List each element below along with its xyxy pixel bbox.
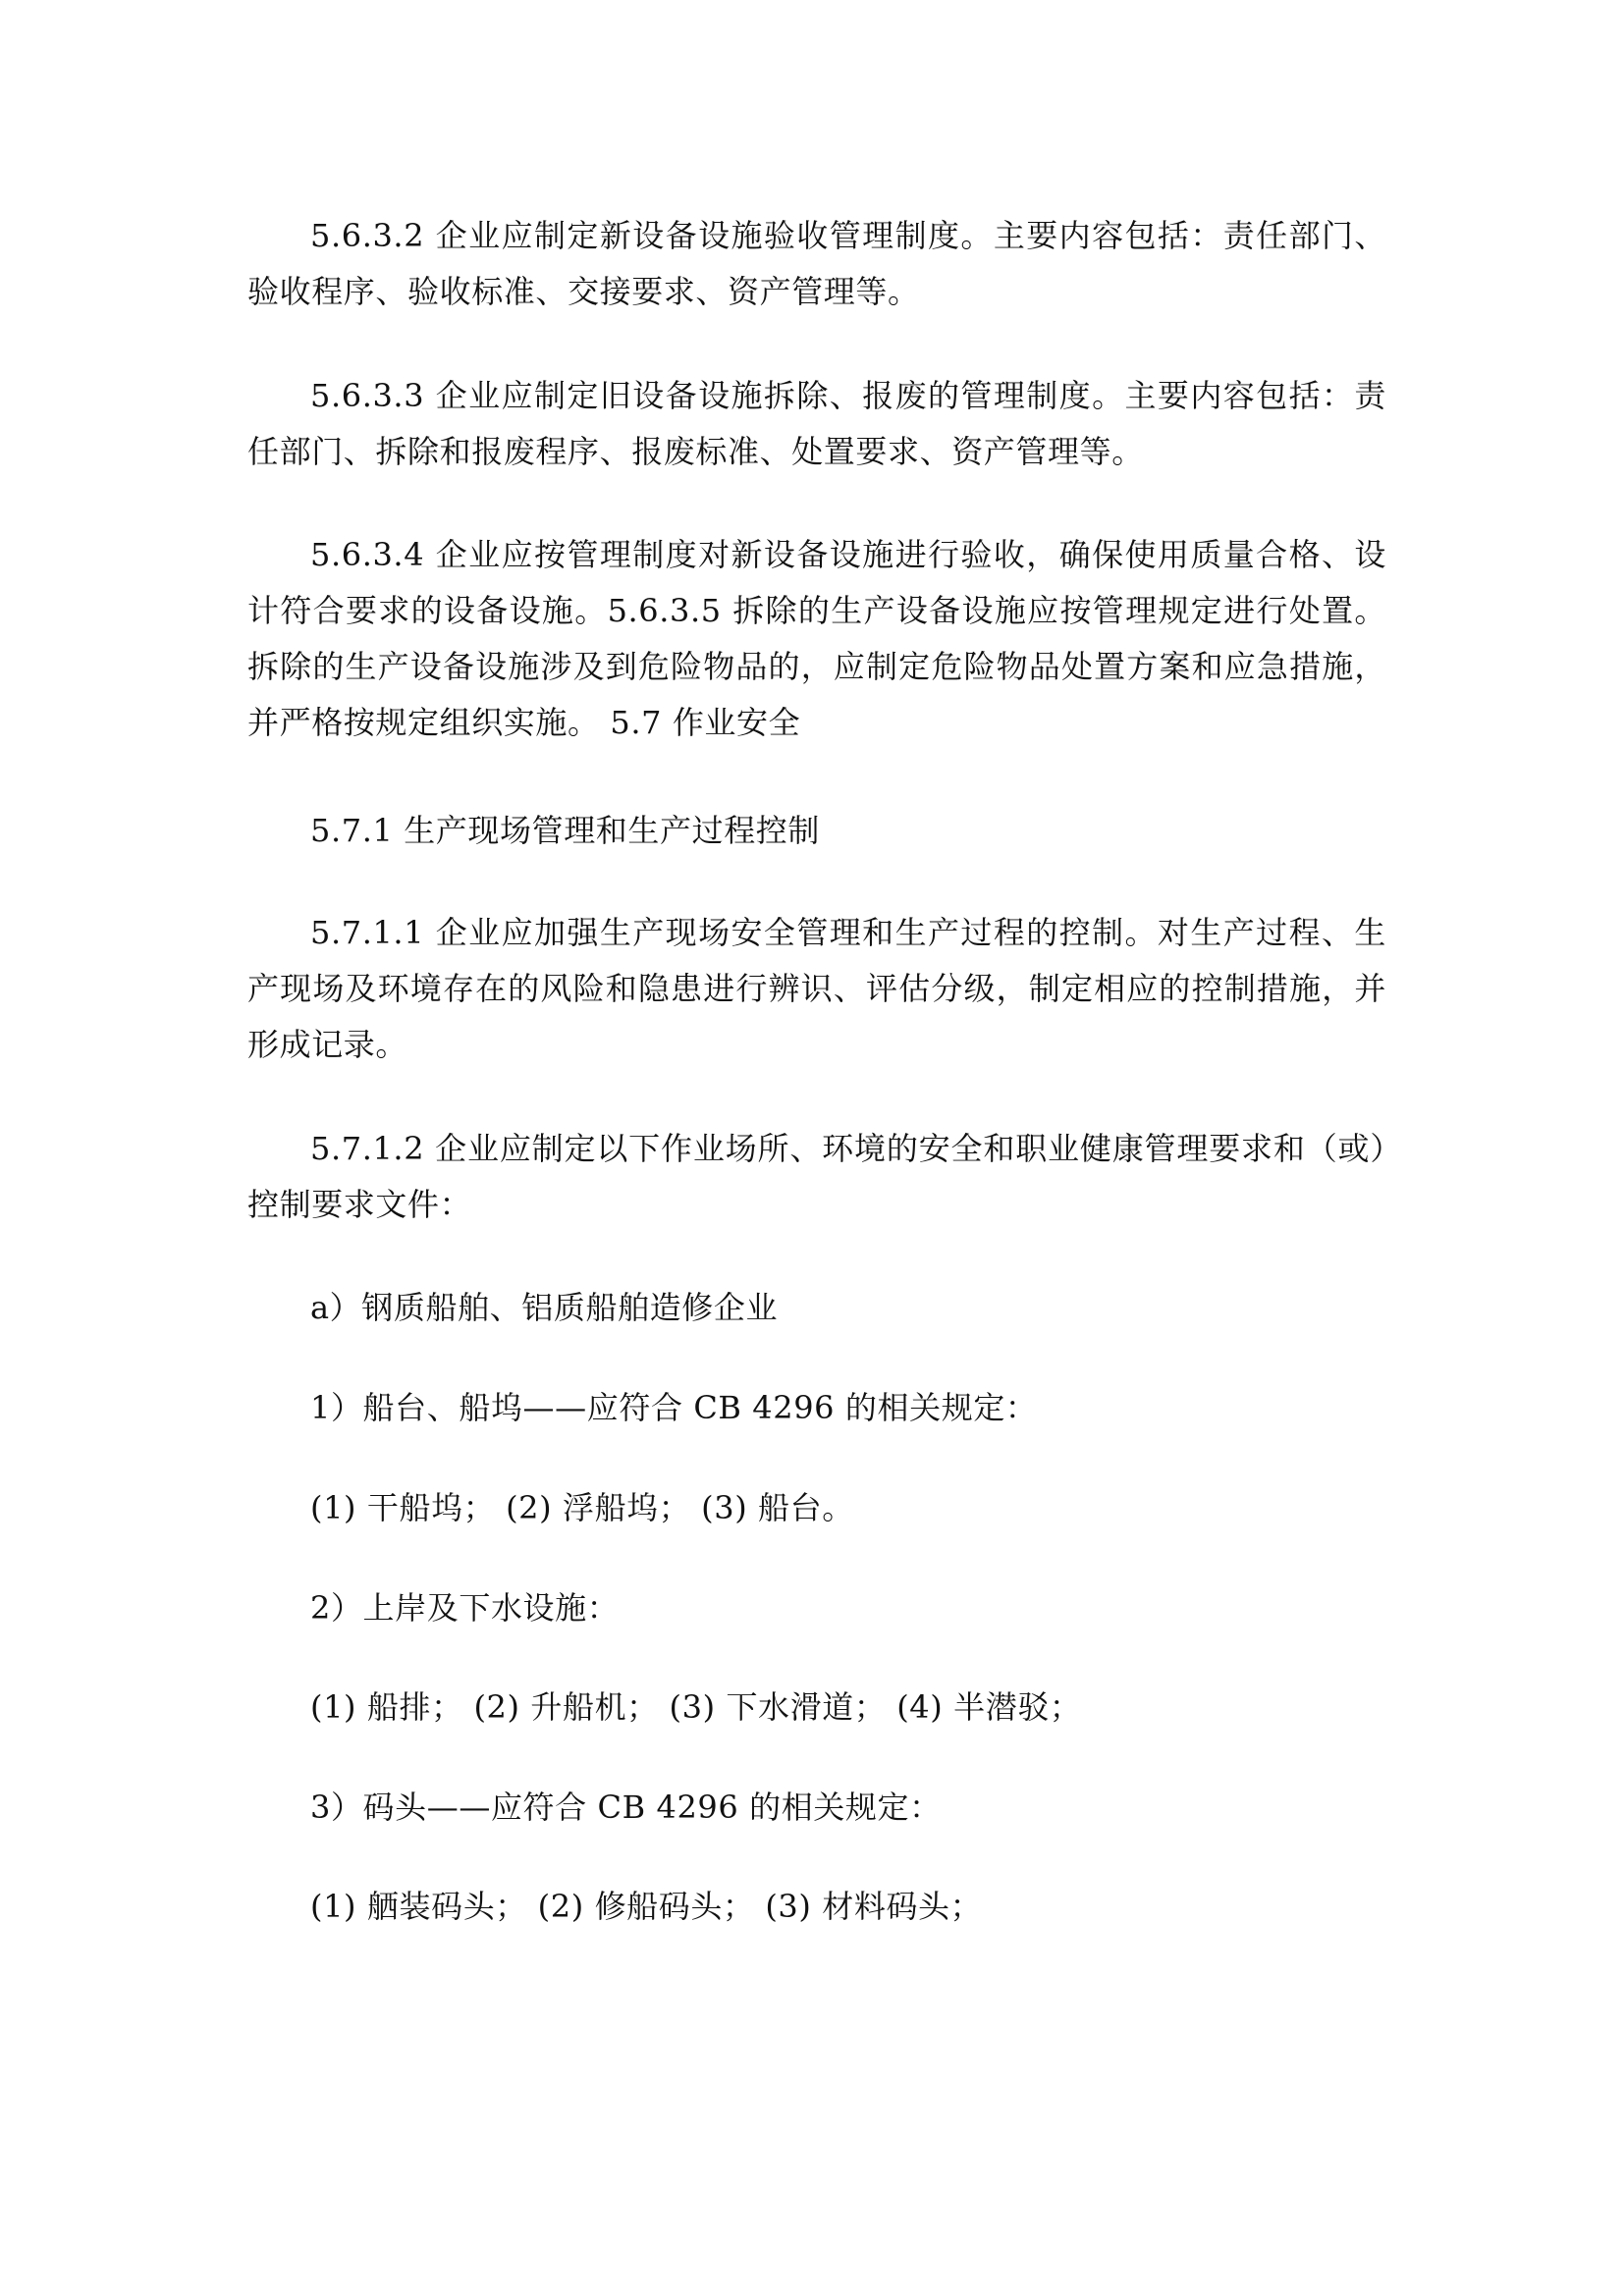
paragraph-5-6-3-2: 5.6.3.2 企业应制定新设备设施验收管理制度。主要内容包括：责任部门、验收程序、验收标准、交接要求、资产管理等。 <box>247 217 1386 310</box>
list-item-steel-aluminum-shipyards: a）钢质船舶、铝质船舶造修企业 <box>310 1289 779 1326</box>
list-item-launching-types: (1) 船排； (2) 升船机； (3) 下水滑道； (4) 半潜驳； <box>310 1688 1082 1726</box>
paragraph-5-6-3-3: 5.6.3.3 企业应制定旧设备设施拆除、报废的管理制度。主要内容包括：责任部门、拆除和报废程序、报废标准、处置要求、资产管理等。 <box>247 377 1386 470</box>
paragraph-5-7-1-1: 5.7.1.1 企业应加强生产现场安全管理和生产过程的控制。对生产过程、生产现场及环境存在的风险和隐患进行辨识、评估分级，制定相应的控制措施，并形成记录。 <box>247 914 1386 1063</box>
paragraph-5-6-3-4: 5.6.3.4 企业应按管理制度对新设备设施进行验收，确保使用质量合格、设计符合要求的设备设施。5.6.3.5 拆除的生产设备设施应按管理规定进行处置。拆除的生产设备设施涉及到危险物品的，应制定危险物品处置方案和应急措施，并严格按规定组织实施。 5.7 作业安全 <box>247 536 1386 741</box>
paragraph-5-7-1-2: 5.7.1.2 企业应制定以下作业场所、环境的安全和职业健康管理要求和（或）控制要求文件： <box>247 1130 1386 1223</box>
list-item-wharves: 3）码头——应符合 CB 4296 的相关规定： <box>310 1789 942 1826</box>
section-heading-5-7-1: 5.7.1 生产现场管理和生产过程控制 <box>310 812 820 849</box>
list-item-dock-types: (1) 干船坞； (2) 浮船坞； (3) 船台。 <box>310 1489 854 1526</box>
list-item-berths-docks: 1）船台、船坞——应符合 CB 4296 的相关规定： <box>310 1389 1038 1426</box>
list-item-launching-facilities: 2）上岸及下水设施： <box>310 1589 620 1627</box>
list-item-wharf-types: (1) 舾装码头； (2) 修船码头； (3) 材料码头； <box>310 1888 983 1925</box>
